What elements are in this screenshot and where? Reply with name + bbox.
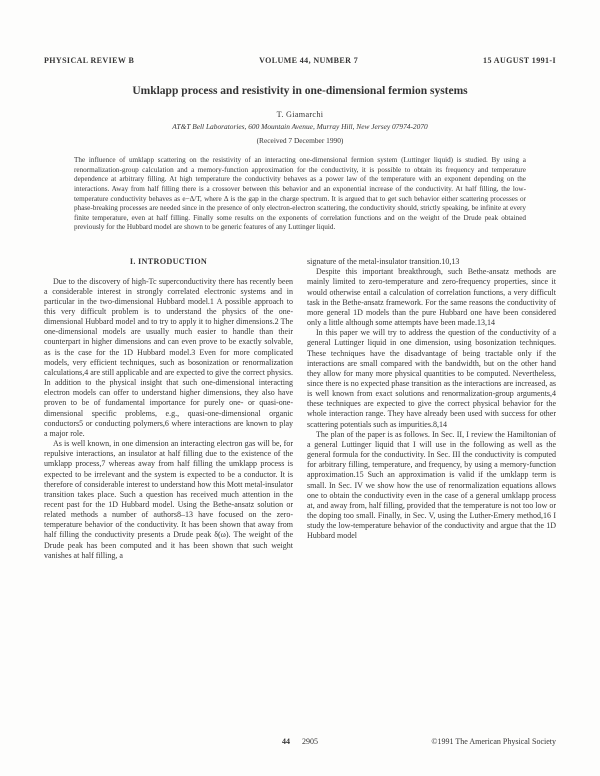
journal-name: PHYSICAL REVIEW B [44, 56, 135, 65]
article-title: Umklapp process and resistivity in one-dimensional fermion systems [132, 85, 468, 97]
intro-paragraph: Despite this important breakthrough, such Bethe-ansatz methods are mainly limited to zero-temperature and zero-frequency properties, since it would otherwise entail a calculation of correlation functions, a very difficult task in the Bethe-ansatz framework. For the same reasons the conductivity of more general 1D models than the pure Hubbard one have been considered only a little although some attempts have been made.13,14 [307, 267, 556, 328]
column-right [307, 257, 556, 561]
received-date: (Received 7 December 1990) [256, 136, 344, 145]
section-heading-introduction: I. INTRODUCTION [129, 257, 208, 267]
intro-paragraph: In this paper we will try to address the question of the conductivity of a general Luttinger liquid in one dimension, using bosonization techniques. These techniques have the disadvantage of being tractable only if the interactions are small compared with the bandwidth, but on the other hand they allow for many more physical quantities to be computed. Nevertheless, since there is no expected phase transition as the interactions are increased, as is well known from exact solutions and renormalization-group arguments,4 these techniques are expected to give the correct physical behavior for the whole interaction range. They have already been used with success for other scattering potentials such as impurities.8,14 [307, 328, 557, 429]
author-affiliation: AT&T Bell Laboratories, 600 Mountain Avenue, Murray Hill, New Jersey 07974-2070 [172, 122, 428, 131]
footer-volume-number: 44 [282, 737, 290, 746]
body-columns [44, 257, 556, 561]
abstract-text: The influence of umklapp scattering on the resistivity of an interacting one-dimensional fermion system (Luttinger liquid) is studied. By using a renormalization-group calculation and a memory-function approximation for the conductivity, it is possible to obtain its frequency and temperature dependence at arbitrary filling. At high temperature the conductivity behaves as a power law of the temperature with an exponent depending on the interactions. Away from half filling there is a crossover between this behavior and an exponential increase of the conductivity. At half filling, the low-temperature conductivity behaves as e−Δ/T, where Δ is the gap in the charge spectrum. It is argued that to get such behavior either scattering processes or phase-breaking processes are needed since in the presence of only electron-electron scattering, the conductivity should, strictly speaking, be infinite at every finite temperature, even at half filling. Finally some results on the exponents of correlation functions and on the weight of the Drude peak obtained previously for the Hubbard model are shown to be generic features of any Luttinger liquid. [74, 156, 526, 232]
column-left [44, 257, 293, 561]
footer-page-number: 2905 [302, 737, 318, 746]
journal-volume: VOLUME 44, NUMBER 7 [259, 56, 359, 65]
intro-paragraph-continuation: signature of the metal-insulator transition.10,13 [307, 257, 460, 267]
journal-date: 15 AUGUST 1991-I [483, 56, 556, 65]
author-name: T. Giamarchi [276, 110, 324, 119]
intro-paragraph: Due to the discovery of high-Tc superconductivity there has recently been a considerable interest in strongly correlated electronic systems and in particular in the two-dimensional Hubbard model.1 A possible approach to this very difficult problem is to understand the physics of the one-dimensional Hubbard model and to try to apply it to higher dimensions.2 The one-dimensional models are usually much easier to handle than their counterpart in higher dimensions and can even prove to be exactly solvable, as is the case for the 1D Hubbard model.3 Even for more complicated models, very efficient techniques, such as bosonization or renormalization calculations,4 are still applicable and are expected to give the correct physics. In addition to the physical insight that such one-dimensional interacting electron models can offer to understand higher dimensions, they also have proven to be of fundamental importance for purely one- or quasi-one-dimensional specific problems, e.g., quasi-one-dimensional organic conductors5 or conducting polymers,6 where interactions are known to play a major role. [44, 276, 293, 438]
footer-copyright: ©1991 The American Physical Society [431, 737, 556, 746]
intro-paragraph: The plan of the paper is as follows. In Sec. II, I review the Hamiltonian of a general Luttinger liquid that I will use in the following as well as the general formula for the conductivity. In Sec. III the conductivity is computed for arbitrary filling, temperature, and frequency, by using a memory-function approximation.15 Such an approximation is valid if the umklapp term is small. In Sec. IV we show how the use of renormalization equations allows one to obtain the conductivity even in the case of a general umklapp process at, and away from, half filling, provided that the temperature is not too low or the doping too small. Finally, in Sec. V, using the Luther-Emery method,16 I study the low-temperature behavior of the conductivity and argue that the 1D Hubbard model [307, 429, 556, 541]
page-footer [44, 737, 556, 746]
intro-paragraph: As is well known, in one dimension an interacting electron gas will be, for repulsive interactions, an insulator at half filling due to the existence of the umklapp process,7 whereas away from half filling the umklapp process is expected to be irrelevant and the system is expected to be a conductor. It is therefore of considerable interest to understand how this Mott metal-insulator transition takes place. Such a question has received much attention in the recent past for the 1D Hubbard model. Using the Bethe-ansatz solution or related methods a number of authors8–13 have focused on the zero-temperature behavior of the conductivity. It has been shown that away from half filling the conductivity presents a Drude peak δ(ω). The weight of the Drude peak has been computed and it has been shown that such weight vanishes at half filling, a [44, 439, 293, 560]
journal-header [44, 56, 556, 65]
